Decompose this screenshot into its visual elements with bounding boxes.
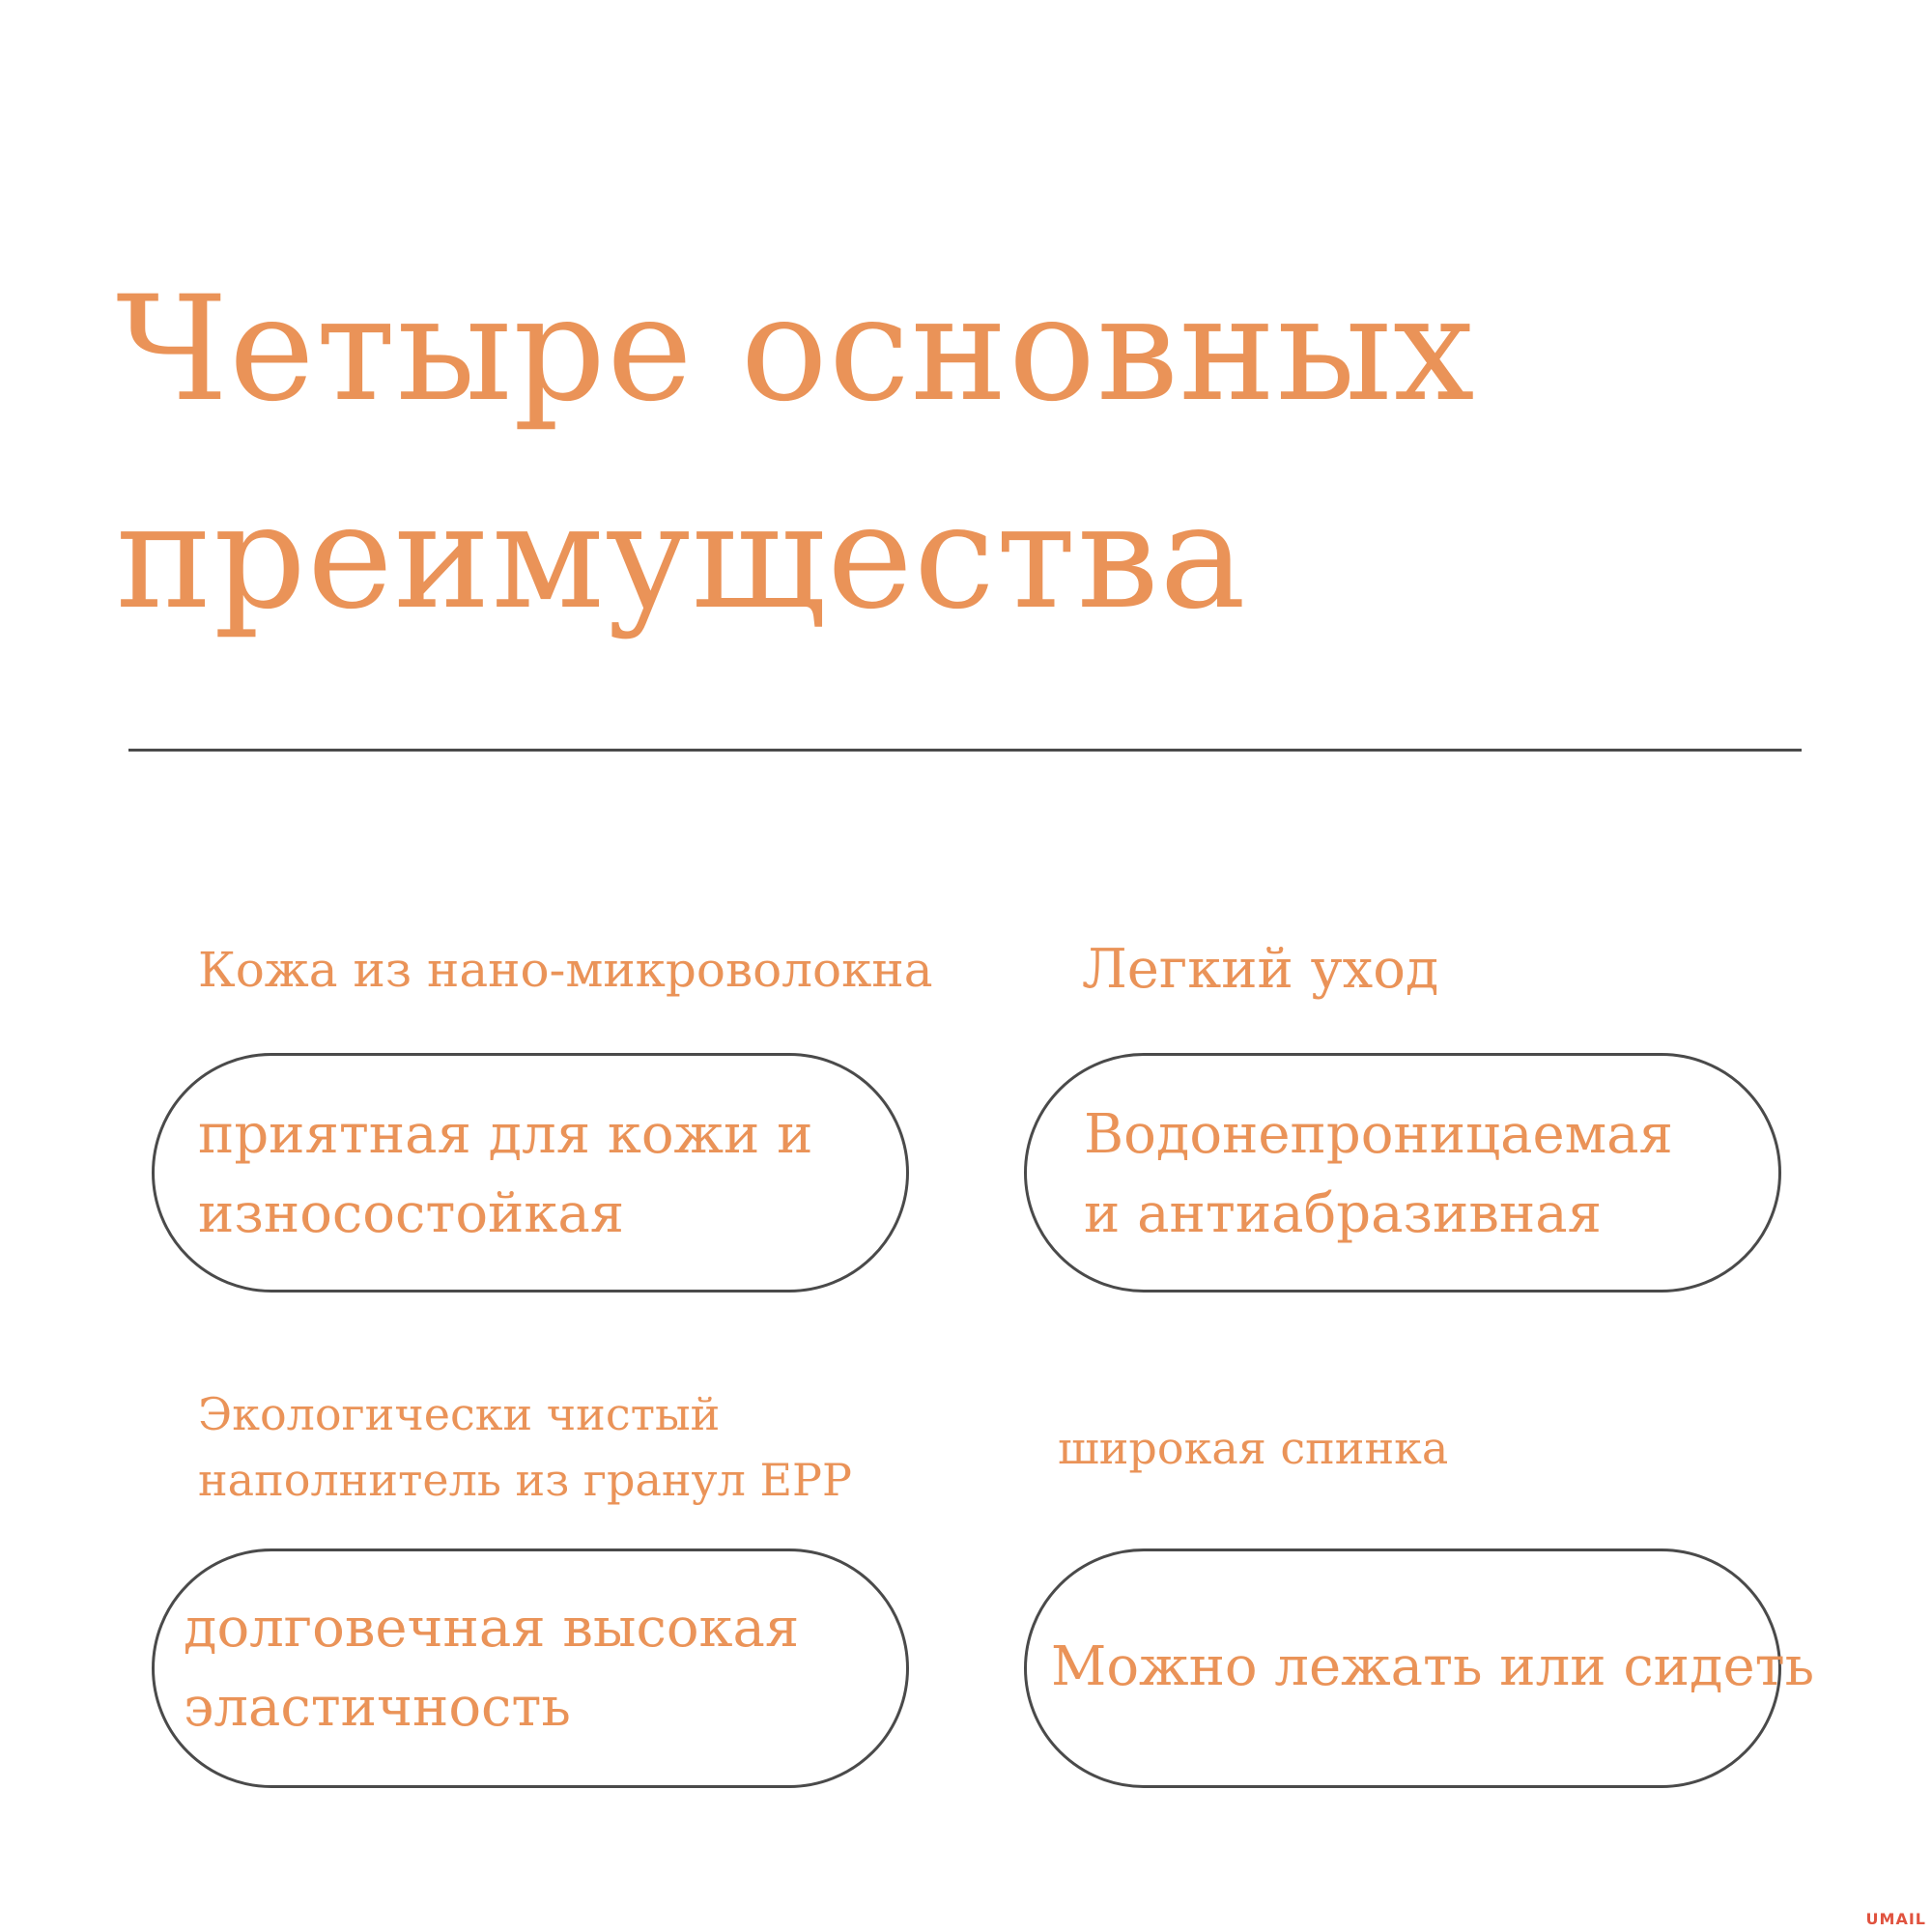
feature-label-line: наполнитель из гранул EPP — [198, 1454, 852, 1506]
title-line-2: преимущества — [116, 473, 1247, 641]
feature-label-easy-care: Легкий уход — [1082, 938, 1439, 1001]
pill-line: эластичность — [184, 1676, 571, 1739]
pill-line: Можно лежать или сидеть — [1051, 1635, 1815, 1698]
title-line-1: Четыре основных — [116, 266, 1476, 434]
pill-line: Водонепроницаемая — [1084, 1103, 1673, 1166]
feature-label-epp-filler — [198, 1381, 852, 1513]
pill-line: приятная для кожи и — [198, 1103, 813, 1166]
feature-pill-text-elasticity — [184, 1589, 799, 1747]
feature-pill-text-waterproof — [1084, 1095, 1673, 1254]
feature-pill-text-skin-friendly — [198, 1095, 813, 1254]
title-block — [116, 246, 1758, 662]
pill-line: долговечная высокая — [184, 1597, 800, 1660]
pill-line: износостойкая — [198, 1182, 625, 1245]
feature-label-wide-back: широкая спинка — [1058, 1422, 1449, 1474]
feature-label-line: Экологически чистый — [198, 1388, 721, 1440]
feature-pill-text-lie-or-sit — [1051, 1628, 1814, 1707]
feature-label-microfiber: Кожа из нано-микроволокна — [198, 942, 933, 998]
watermark: UMAIL — [1865, 1910, 1926, 1928]
pill-line: и антиабразивная — [1084, 1182, 1602, 1245]
divider — [128, 749, 1802, 752]
